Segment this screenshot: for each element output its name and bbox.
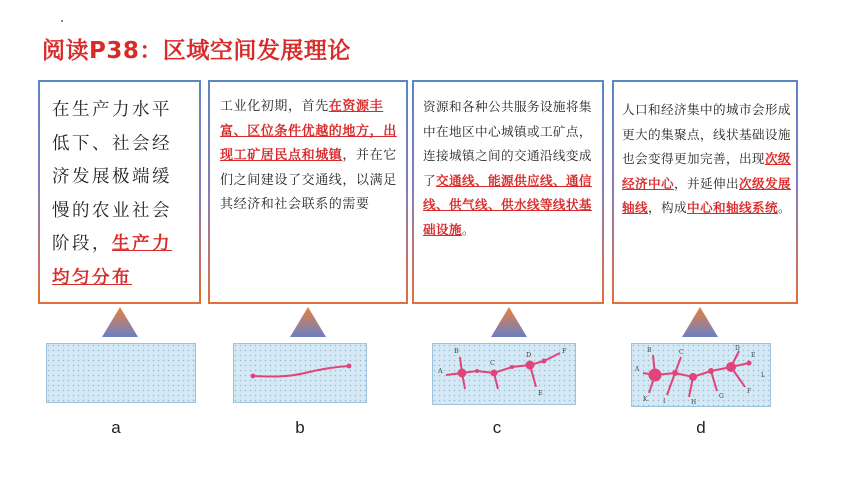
diagram-d-letter: B <box>647 347 652 354</box>
card-text-segment: 。 <box>461 221 475 237</box>
diagram-d-letter: H <box>691 399 697 406</box>
card-b-text <box>220 95 400 218</box>
diagram-d-letter: G <box>719 393 724 400</box>
diagram-c-letter: B <box>454 347 459 355</box>
diagram-d-letter: I <box>663 398 666 405</box>
highlighted-term: 在资源丰富、区位条件优越的地方，出现工矿居民点和城镇 <box>220 99 397 163</box>
card-c-text <box>423 95 598 242</box>
diagram-d-letter: F <box>747 388 752 395</box>
stage-label-a: a <box>111 418 121 437</box>
diagram-d-letter: L <box>761 372 765 379</box>
diagram-c-letter: C <box>490 359 495 367</box>
diagram-d-letter: E <box>751 352 756 359</box>
card-text-segment: ，构成 <box>648 200 687 215</box>
theory-card-c <box>412 80 604 304</box>
card-text-segment: 工业化初期，首先 <box>220 99 329 114</box>
theory-card-a <box>38 80 201 304</box>
card-text-segment: 人口和经济集中的城市会形成更大的集聚点，线状基础设施也会变得更加完善，出现 <box>622 102 791 166</box>
diagram-c-letter: D <box>526 351 532 359</box>
decorative-dot <box>61 20 63 22</box>
pointer-triangle-a-icon <box>100 305 140 339</box>
pointer-triangle-c-icon <box>489 305 529 339</box>
diagram-d-center-axis-system <box>631 343 771 407</box>
diagram-d-letter: C <box>679 349 684 356</box>
card-text-segment: ，并在它们之间建设了交通线，以满足其经济和社会联系的需要 <box>220 148 397 212</box>
page-title: 阅读P38：区域空间发展理论 <box>42 38 351 64</box>
card-a-text <box>52 94 191 295</box>
diagram-c-letter: E <box>538 389 543 397</box>
diagram-d-letter: K <box>643 396 648 403</box>
highlighted-term: 交通线、能源供应线、通信线、供气线、供水线等线状基础设施 <box>423 172 592 237</box>
stage-label-d: d <box>696 418 706 437</box>
theory-card-d <box>612 80 798 304</box>
theory-card-b <box>208 80 408 304</box>
stage-label-b: b <box>295 418 305 437</box>
highlighted-term: 次级经济中心 <box>622 151 791 191</box>
diagram-c-letter: F <box>562 347 567 355</box>
diagram-b-first-axis <box>233 343 367 403</box>
highlighted-term: 生产力均匀分布 <box>52 234 172 288</box>
diagram-a-uniform-distribution <box>46 343 196 403</box>
card-text-segment: 在生产力水平低下、社会经济发展极端缓慢的农业社会阶段， <box>52 100 172 254</box>
stage-label-c: c <box>492 418 502 437</box>
highlighted-term: 中心和轴线系统 <box>686 200 778 215</box>
card-text-segment: 。 <box>777 200 791 215</box>
highlighted-term: 次级发展轴线 <box>622 175 791 215</box>
pointer-triangle-b-icon <box>288 305 328 339</box>
diagram-c-letter: A <box>438 367 443 375</box>
diagram-d-letter: A <box>635 366 640 373</box>
diagram-c-network <box>432 343 576 405</box>
pointer-triangle-d-icon <box>680 305 720 339</box>
card-text-segment: ，并延伸出 <box>673 175 739 191</box>
card-d-text <box>622 98 792 221</box>
card-text-segment: 资源和各种公共服务设施将集中在地区中心城镇或工矿点，连接城镇之间的交通沿线变成了 <box>423 99 592 188</box>
diagram-d-letter: D <box>735 345 740 352</box>
